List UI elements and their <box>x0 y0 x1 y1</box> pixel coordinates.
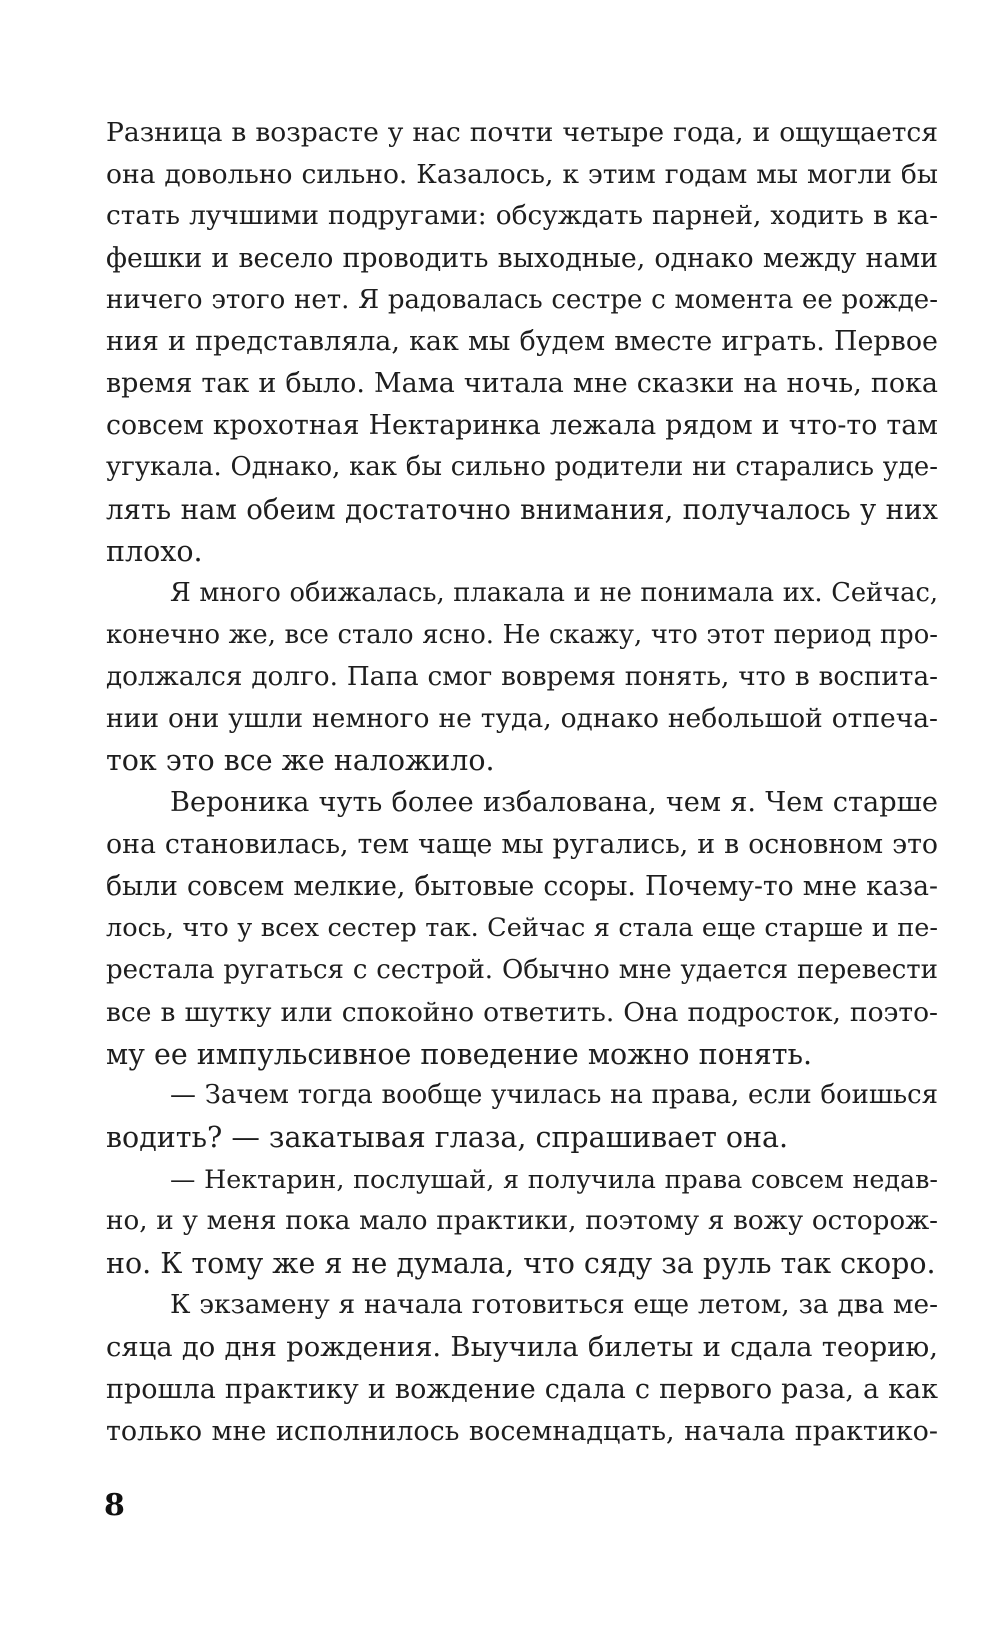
text-line: все в шутку или спокойно ответить. Она подросток, поэто- <box>106 996 938 1028</box>
text-line: ничего этого нет. Я радовалась сестре с момента ее рожде- <box>106 284 938 315</box>
text-line: Разница в возрасте у нас почти четыре года, и ощущается <box>106 117 938 148</box>
text-line: Я много обижалась, плакала и не понимала их. Сейчас, <box>170 577 938 608</box>
text-line: лось, что у всех сестер так. Сейчас я стала еще старше и пе- <box>106 912 938 943</box>
text-line: были совсем мелкие, бытовые ссоры. Почему-то мне каза- <box>106 871 938 903</box>
text-line: ния и представляла, как мы будем вместе играть. Первое <box>106 326 938 358</box>
text-line: фешки и весело проводить выходные, однако между нами <box>106 242 938 274</box>
text-line: только мне исполнилось восемнадцать, начала практико- <box>106 1415 938 1447</box>
text-line: должался долго. Папа смог вовремя понять, что в воспита- <box>106 661 938 692</box>
text-line: лять нам обеим достаточно внимания, получалось у них <box>106 493 938 527</box>
page-number: 8 <box>104 1488 125 1523</box>
text-line: прошла практику и вождение сдала с первого раза, а как <box>106 1373 938 1405</box>
text-line: но. К тому же я не думала, что сяду за руль так скоро. <box>106 1247 936 1281</box>
text-line: угукала. Однако, как бы сильно родители ни старались уде- <box>106 452 938 483</box>
text-line: конечно же, все стало ясно. Не скажу, что этот период про- <box>106 619 938 650</box>
text-line: нии они ушли немного не туда, однако небольшой отпеча- <box>106 703 938 735</box>
text-line: ток это все же наложило. <box>106 744 495 778</box>
body-text <box>106 112 938 1453</box>
text-line: сяца до дня рождения. Выучила билеты и сдала теорию, <box>106 1331 938 1363</box>
text-line: совсем крохотная Нектаринка лежала рядом и что-то там <box>106 410 938 442</box>
text-line: водить? — закатывая глаза, спрашивает она. <box>106 1121 789 1155</box>
text-line: — Нектарин, послушай, я получила права совсем недав- <box>170 1164 938 1195</box>
text-line: плохо. <box>106 534 203 568</box>
text-line: рестала ругаться с сестрой. Обычно мне удается перевести <box>106 954 938 985</box>
text-line: му ее импульсивное поведение можно понять. <box>106 1037 813 1071</box>
text-line: время так и было. Мама читала мне сказки на ночь, пока <box>106 368 938 400</box>
text-line: Вероника чуть более избалована, чем я. Чем старше <box>170 787 938 819</box>
text-line: она становилась, тем чаще мы ругались, и в основном это <box>106 829 938 861</box>
text-line: но, и у меня пока мало практики, поэтому я вожу осторож- <box>106 1206 938 1237</box>
text-line: она довольно сильно. Казалось, к этим годам мы могли бы <box>106 158 938 190</box>
text-line: К экзамену я начала готовиться еще летом, за два ме- <box>170 1289 938 1320</box>
text-line: стать лучшими подругами: обсуждать парней, ходить в ка- <box>106 200 938 231</box>
text-line: — Зачем тогда вообще училась на права, если боишься <box>170 1080 938 1111</box>
